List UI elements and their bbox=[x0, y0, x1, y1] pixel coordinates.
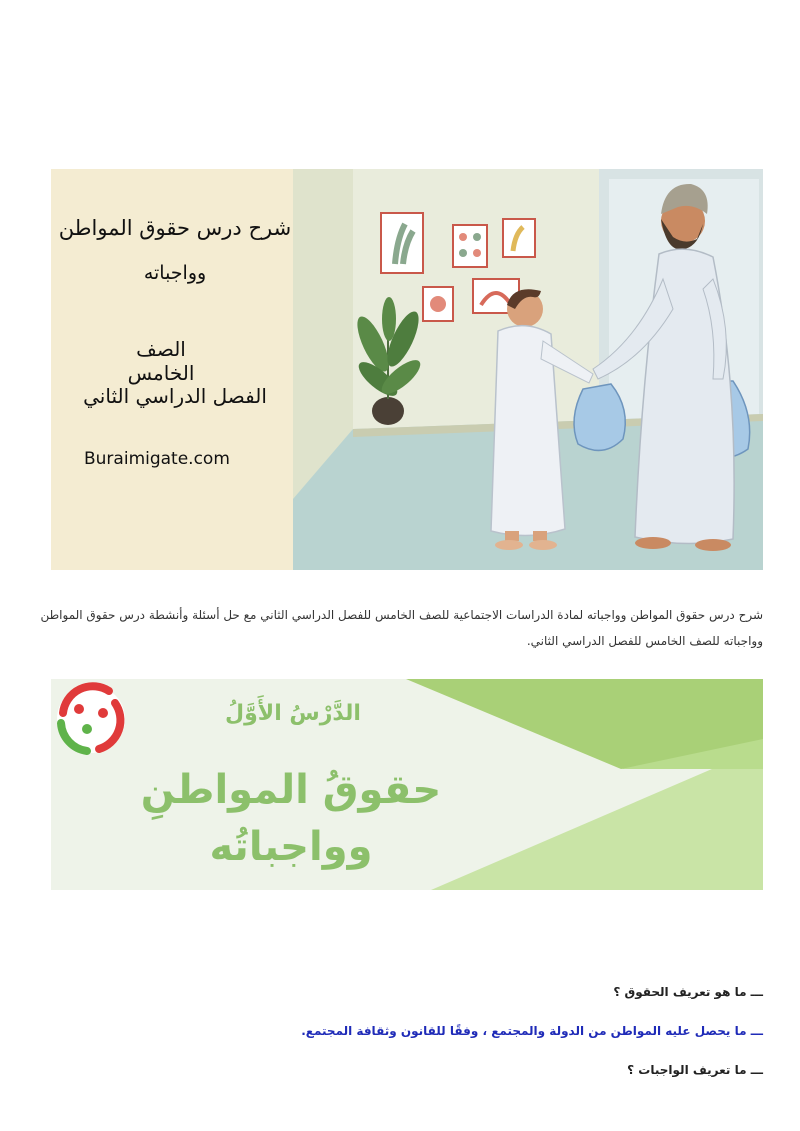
cover-text-panel bbox=[51, 169, 293, 570]
cover-term: الفصل الدراسي الثاني bbox=[83, 384, 267, 408]
intro-paragraph: شرح درس حقوق المواطن وواجباته لمادة الدراسات الاجتماعية للصف الخامس للفصل الدراسي الثاني مع حل أسئلة وأنشطة درس حقوق المواطن وواجباته للصف الخامس للفصل الدراسي الثاني. bbox=[40, 608, 763, 648]
cover-grade: الصف الخامس bbox=[127, 337, 195, 385]
answer-rights-definition: ـــ ما يحصل عليه المواطن من الدولة والمجتمع ، وفقًا للقانون وثقافة المجتمع. bbox=[301, 1024, 763, 1038]
question-duties-definition: ـــ ما تعريف الواجبات ؟ bbox=[627, 1063, 763, 1077]
cover-site: Buraimigate.com bbox=[84, 449, 230, 469]
cover-title-line2: وواجباته bbox=[143, 262, 207, 284]
father-son-illustration bbox=[293, 169, 763, 570]
lesson-title-line2: وواجباتُه bbox=[209, 824, 373, 870]
lesson-label: الدَّرْسُ الأَوَّلُ bbox=[225, 701, 361, 726]
cover-banner bbox=[51, 169, 763, 570]
cover-title-line1: شرح درس حقوق المواطن bbox=[58, 216, 292, 240]
question-rights-definition: ـــ ما هو تعريف الحقوق ؟ bbox=[613, 985, 763, 999]
lesson-title-line1: حقوقُ المواطنِ bbox=[140, 767, 442, 813]
people-circle-logo bbox=[51, 679, 131, 759]
lesson-banner bbox=[51, 679, 763, 890]
